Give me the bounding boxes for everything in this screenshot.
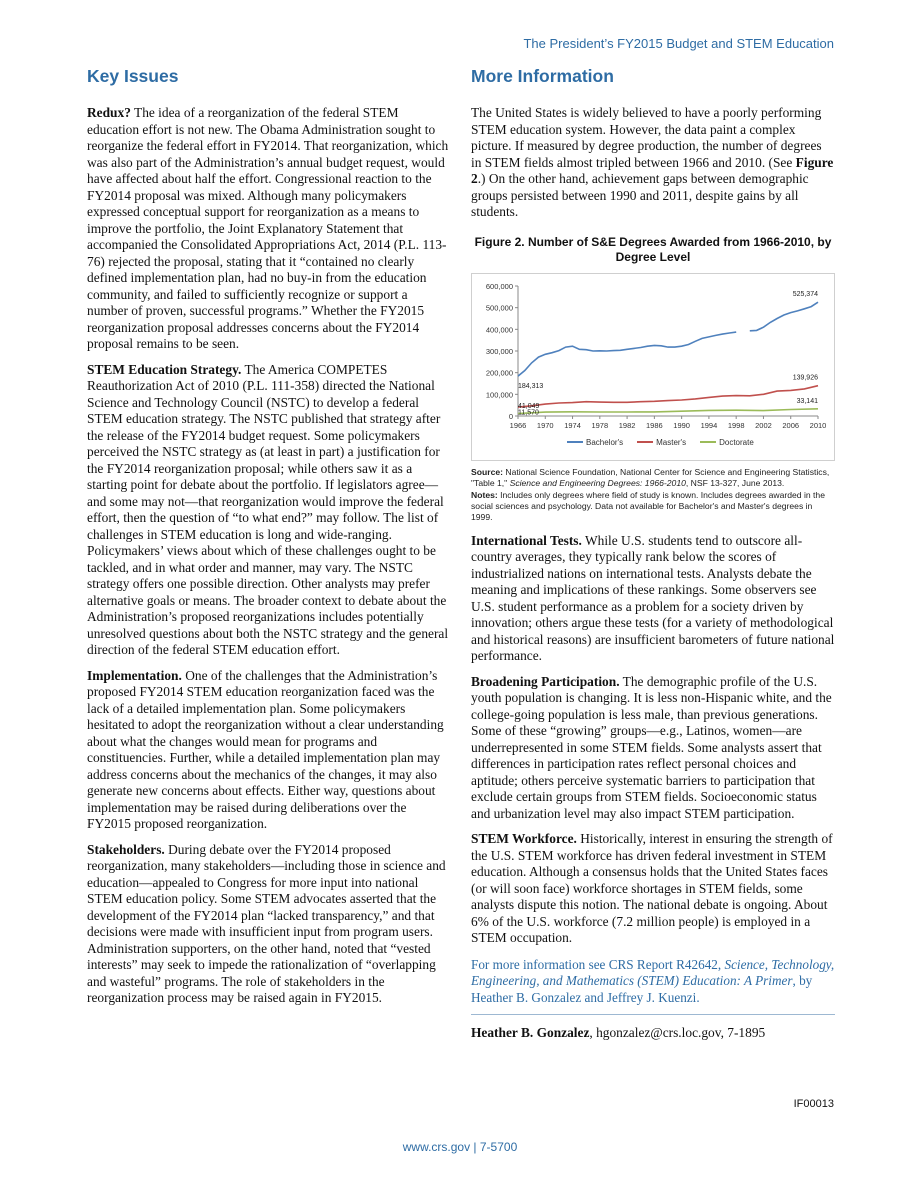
key-issues-column xyxy=(87,66,449,1016)
legend-label: Master's xyxy=(656,437,687,447)
data-label: 11,570 xyxy=(518,408,539,416)
x-tick-label: 1970 xyxy=(536,420,554,430)
paragraph-lead: International Tests. xyxy=(471,532,582,548)
paragraph-lead: STEM Workforce. xyxy=(471,831,577,846)
notes-label: Notes: xyxy=(471,489,498,500)
legend-item-bachelors xyxy=(567,438,623,447)
paragraph-text: The demographic profile of the U.S. youth population is changing. It is less non-Hispanic white, and the college-going population is less male, than previous generations. Some of these “growing” groups—e.g., Latinos, women—are underrepresented in some STEM fields. Some analysts assert that differences in participation rates reflect personal choices and aptitude; others perceive systematic barriers to participation that exclude certain groups from STEM fields. Socioeconomic status and urbanization level may also impact STEM participation. xyxy=(471,673,832,821)
figure-notes xyxy=(471,490,835,523)
source-text-after: , NSF 13-327, June 2013. xyxy=(685,477,785,488)
intro-text: The United States is widely believed to have a poorly performing STEM education system. However, the data paint a complex picture. If measured by degree production, the number of degrees in STEM fields almost tripled between 1966 and 2010. (See xyxy=(471,105,822,170)
author-contact: , hgonzalez@crs.loc.gov, 7-1895 xyxy=(589,1025,766,1040)
author-line xyxy=(471,1025,835,1042)
source-title: Science and Engineering Degrees: 1966-2010 xyxy=(509,477,686,488)
paragraph-text: The America COMPETES Reauthorization Act of 2010 (P.L. 111-358) directed the National Science and Technology Council (NSTC) to develop a federal STEM education strategy. The NSTC published that strategy after the release of the FY2014 budget request. Some policymakers perceived the NSTC strategy as (at least in part) a justification for the FY2014 reorganization proposal; while others saw it as a starting point for debate about the portfolio. If legislators agree—and some may not—that reorganization would improve the federal effort, then the question of “to what end?” may follow. The list of challenges in STEM education is long and wide-ranging. Policymakers’ views about which of these challenges ought to be tackled, and in what order and manner, may vary. The NSTC strategy offers one possible direction. Other analysts may prefer alternative goals or means. The broader context to debate about the Administration’s proposed reorganizations includes potentially unresolved questions about both the NSTC strategy and the general direction of the federal STEM education effort. xyxy=(87,361,449,657)
report-code: IF00013 xyxy=(793,1098,834,1110)
page-footer: www.crs.gov | 7-5700 xyxy=(402,1140,518,1154)
paragraph-stakeholders xyxy=(87,842,449,1007)
x-tick-label: 1974 xyxy=(564,420,581,430)
y-tick-label: 100,000 xyxy=(485,389,513,399)
degrees-chart-svg xyxy=(472,274,834,460)
paragraph-lead: Implementation. xyxy=(87,667,182,683)
x-tick-label: 1990 xyxy=(673,420,690,430)
key-issues-heading: Key Issues xyxy=(87,66,179,86)
paragraph-implementation xyxy=(87,668,449,833)
data-label: 33,141 xyxy=(796,397,818,405)
figure-reference: Figure 2 xyxy=(471,154,834,186)
legend-swatch xyxy=(637,441,653,443)
paragraph-text: One of the challenges that the Administration’s proposed FY2014 STEM education reorganization faced was the lack of a detailed implementation plan. Some policymakers hesitated to adopt the reorganization without a clear understanding about what the changes would mean for programs and constituencies. Further, while a detailed implementation plan may address concerns about the mechanics of the changes, it may also generate new concerns about effects. Either way, questions about implementation may be raised during deliberations over the FY2015 proposed reorganization. xyxy=(87,667,444,831)
paragraph-redux xyxy=(87,105,449,353)
series-line-bachelors xyxy=(750,302,818,331)
x-tick-label: 2010 xyxy=(809,420,827,430)
paragraph-lead: Redux? xyxy=(87,105,131,120)
legend-label: Bachelor's xyxy=(586,437,624,447)
intro-paragraph xyxy=(471,105,835,221)
paragraph-lead: STEM Education Strategy. xyxy=(87,361,242,377)
notes-text: Includes only degrees where field of study is known. Includes degrees awarded in the social sciences and psychology. Data not available for Bachelor's and Master's degrees in 1999. xyxy=(471,489,825,522)
paragraph-lead: Broadening Participation. xyxy=(471,673,620,689)
paragraph-international-tests xyxy=(471,533,835,665)
more-information-column xyxy=(471,66,835,1042)
x-tick-label: 1978 xyxy=(591,420,609,430)
y-tick-label: 0 xyxy=(508,411,513,421)
x-tick-label: 2006 xyxy=(782,420,800,430)
chart-legend xyxy=(567,438,754,447)
paragraph-text: While U.S. students tend to outscore all-country averages, they typically rank below the scores of industrialized nations on international tests. Analysts debate the meaning and implications of these rankings. Some observers see U.S. student performance as a problem for a society driven by innovation; others argue these tests (for a variety of methodological and historical reasons) are insufficient barometers of future national performance. xyxy=(471,532,835,663)
series-line-doctorate xyxy=(518,408,818,413)
crs-report-title-link[interactable]: Science, Technology, Engineering, and Mathematics (STEM) Education: A Primer xyxy=(471,956,835,988)
more-info-text: For more information see CRS Report R42642, xyxy=(471,956,725,972)
page-header-title: The President’s FY2015 Budget and STEM Education xyxy=(523,36,834,51)
data-label: 184,313 xyxy=(518,382,544,390)
y-tick-label: 600,000 xyxy=(485,281,513,291)
paragraph-text: Historically, interest in ensuring the strength of the U.S. STEM workforce has driven federal investment in STEM education. Although a consensus holds that the United States faces (or will soon face) workforce shortages in STEM fields, some analysts dispute this notion. The national debate is ongoing. About 6% of the U.S. workforce (7.2 million people) is employed in a STEM occupation. xyxy=(471,831,833,945)
legend-swatch xyxy=(700,441,716,443)
intro-text-after: .) On the other hand, achievement gaps between demographic groups persisted between 1990 and 2011, despite gains by all students. xyxy=(471,171,809,219)
series-line-masters xyxy=(518,382,818,406)
paragraph-text: During debate over the FY2014 proposed reorganization, many stakeholders—including those in science and education—appealed to Congress for more input into national STEM education policy. Some STEM advocates asserted that the development of the FY2014 plan “lacked transparency,” and that decisions were made with insufficient input from program users. Administration supporters, on the other hand, noted that “vested interests” may seek to impede the rationalization of “overlapping and wasteful” programs. The role of stakeholders in the reorganization process may be raised again in FY2015. xyxy=(87,841,446,1005)
legend-item-doctorate xyxy=(700,438,754,447)
x-tick-label: 2002 xyxy=(755,420,772,430)
paragraph-broadening-participation xyxy=(471,674,835,823)
data-label: 139,926 xyxy=(792,374,818,382)
legend-swatch xyxy=(567,441,583,443)
x-tick-label: 1994 xyxy=(700,420,718,430)
paragraph-lead: Stakeholders. xyxy=(87,841,165,857)
data-label: 525,374 xyxy=(792,290,818,298)
series-line-bachelors xyxy=(518,332,736,376)
data-label: 41,049 xyxy=(518,402,540,410)
more-info-reference xyxy=(471,957,835,1007)
source-text: National Science Foundation, National Center for Science and Engineering Statistics, "Table 1," xyxy=(471,466,830,488)
x-tick-label: 1986 xyxy=(646,420,663,430)
y-tick-label: 500,000 xyxy=(485,303,513,313)
x-tick-label: 1998 xyxy=(727,420,745,430)
figure-title: Figure 2. Number of S&E Degrees Awarded from 1966-2010, by Degree Level xyxy=(474,234,832,264)
paragraph-stem-workforce xyxy=(471,831,835,947)
y-tick-label: 300,000 xyxy=(485,346,513,356)
source-label: Source: xyxy=(471,466,503,477)
x-tick-label: 1966 xyxy=(509,420,527,430)
divider xyxy=(471,1014,835,1015)
paragraph-text: The idea of a reorganization of the federal STEM education effort is not new. The Obama Administration sought to reorganize the federal effort in FY2014. That reorganization, which was also part of the Administration’s annual budget request, would have affected about half the effort. Congressional reaction to the FY2014 proposal was mixed. Although many policymakers expressed conceptual support for reorganization as a means to improve the portfolio, the Joint Explanatory Statement that accompanied the Consolidated Appropriations Act, 2014 (P.L. 113-76) rejected the proposal, stating that it “contained no clearly defined implementation plan, had no buy-in from the education community, and failed to sufficiently recognize or support a number of proven, successful programs.” Whether the FY2015 reorganization proposal addresses concerns about the FY2014 proposal remains to be seen. xyxy=(87,105,449,351)
y-tick-label: 400,000 xyxy=(485,324,513,334)
degrees-chart xyxy=(471,273,835,461)
legend-item-masters xyxy=(637,438,686,447)
paragraph-stem-strategy xyxy=(87,362,449,659)
figure-source xyxy=(471,467,835,489)
more-information-heading: More Information xyxy=(471,66,614,86)
x-tick-label: 1982 xyxy=(618,420,636,430)
author-name: Heather B. Gonzalez xyxy=(471,1025,590,1040)
legend-label: Doctorate xyxy=(719,437,754,447)
more-info-authors: , by Heather B. Gonzalez and Jeffrey J. Kuenzi. xyxy=(471,973,813,1005)
y-tick-label: 200,000 xyxy=(485,368,513,378)
